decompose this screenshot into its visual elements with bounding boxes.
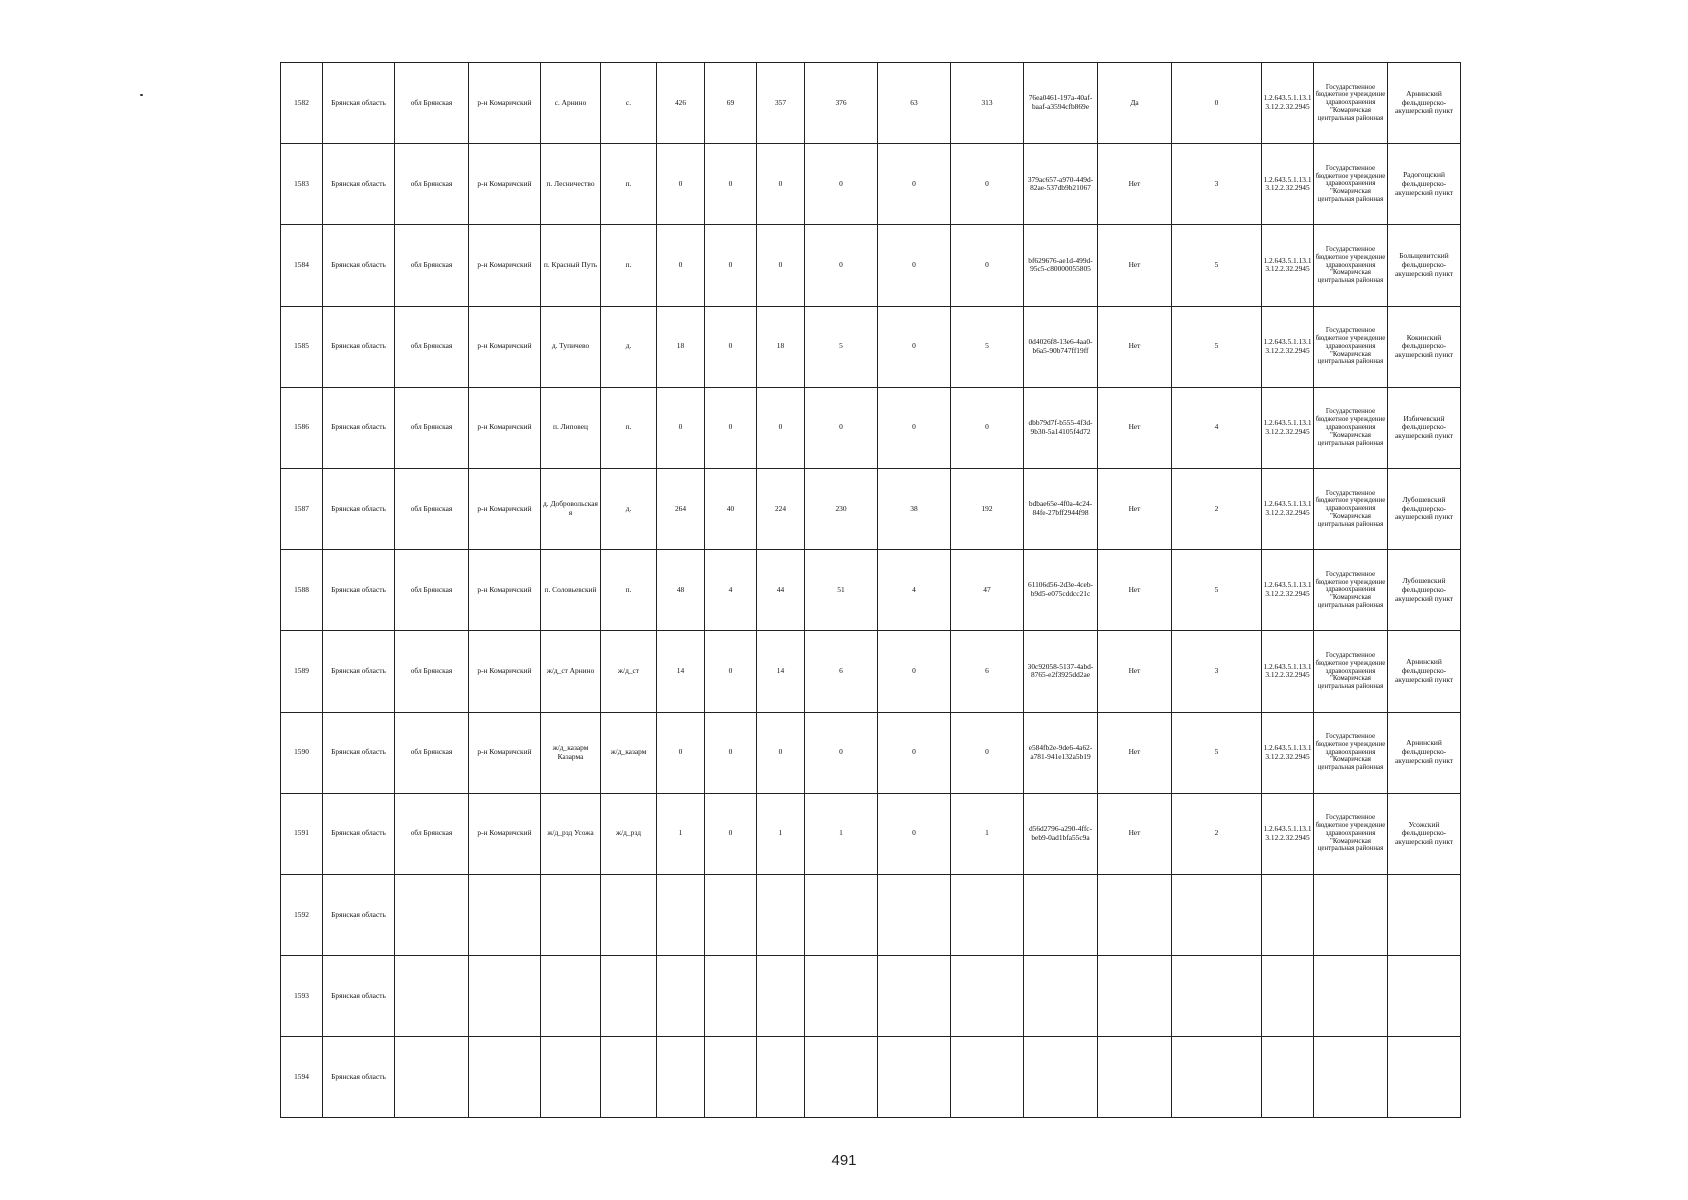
cell-settlement-type: с. (601, 63, 657, 144)
table-row (281, 225, 1461, 306)
cell-settlement: п. Лесничество (541, 144, 601, 225)
cell-flag: Да (1098, 63, 1172, 144)
cell-population-adults: 44 (757, 550, 805, 631)
cell-flag (1098, 1037, 1172, 1118)
table-row (281, 1037, 1461, 1118)
cell-count-a: 0 (805, 387, 878, 468)
cell-count-a: 230 (805, 468, 878, 549)
cell-population-adults: 224 (757, 468, 805, 549)
cell-region: Брянская область (323, 387, 395, 468)
table-row (281, 874, 1461, 955)
cell-count-c: 0 (951, 144, 1024, 225)
cell-oid: 1.2.643.5.1.13.13.12.2.32.2945 (1262, 387, 1314, 468)
cell-row-number: 1584 (281, 225, 323, 306)
cell-district: р-н Комаричский (469, 387, 541, 468)
cell-count-a: 6 (805, 631, 878, 712)
cell-population-total (657, 956, 705, 1037)
cell-count-c: 6 (951, 631, 1024, 712)
cell-population-total: 14 (657, 631, 705, 712)
table-row (281, 550, 1461, 631)
cell-count-a: 51 (805, 550, 878, 631)
cell-region: Брянская область (323, 550, 395, 631)
cell-distance (1172, 874, 1262, 955)
cell-guid: 0d4026f8-13e6-4aa0-b6a5-90b747ff19ff (1024, 306, 1098, 387)
cell-guid: bdbae65e-4f0a-4c24-84fe-27bff2944f98 (1024, 468, 1098, 549)
cell-count-c: 47 (951, 550, 1024, 631)
cell-district: р-н Комаричский (469, 225, 541, 306)
cell-row-number: 1592 (281, 874, 323, 955)
cell-count-b: 0 (878, 793, 951, 874)
cell-settlement-type: ж/д_казарм (601, 712, 657, 793)
cell-facility: Больщевитский фельдшерско-акушерский пункт (1388, 225, 1461, 306)
cell-organization (1314, 1037, 1388, 1118)
cell-population-children: 0 (705, 793, 757, 874)
cell-region-short: обл Брянская (395, 550, 469, 631)
cell-facility: Лубошевский фельдшерско-акушерский пункт (1388, 468, 1461, 549)
cell-population-children: 0 (705, 387, 757, 468)
cell-row-number: 1594 (281, 1037, 323, 1118)
cell-population-total: 18 (657, 306, 705, 387)
cell-flag: Нет (1098, 468, 1172, 549)
cell-settlement: п. Красный Путь (541, 225, 601, 306)
cell-count-a: 376 (805, 63, 878, 144)
cell-district: р-н Комаричский (469, 306, 541, 387)
cell-count-c (951, 874, 1024, 955)
cell-region-short: обл Брянская (395, 793, 469, 874)
cell-flag: Нет (1098, 793, 1172, 874)
cell-distance: 2 (1172, 468, 1262, 549)
cell-guid: e584fb2e-9de6-4a62-a781-941e132a5b19 (1024, 712, 1098, 793)
cell-flag: Нет (1098, 306, 1172, 387)
cell-facility: Избичевский фельдшерско-акушерский пункт (1388, 387, 1461, 468)
cell-district: р-н Комаричский (469, 631, 541, 712)
table-row (281, 793, 1461, 874)
cell-population-adults: 18 (757, 306, 805, 387)
cell-facility: Кокинский фельдшерско-акушерский пункт (1388, 306, 1461, 387)
cell-count-a: 0 (805, 225, 878, 306)
cell-settlement-type: ж/д_ст (601, 631, 657, 712)
cell-region: Брянская область (323, 225, 395, 306)
cell-region-short: обл Брянская (395, 712, 469, 793)
cell-district: р-н Комаричский (469, 712, 541, 793)
cell-count-a: 0 (805, 144, 878, 225)
cell-population-children: 40 (705, 468, 757, 549)
cell-population-children: 0 (705, 306, 757, 387)
cell-region-short: обл Брянская (395, 387, 469, 468)
cell-region-short: обл Брянская (395, 63, 469, 144)
cell-organization (1314, 874, 1388, 955)
cell-region: Брянская область (323, 468, 395, 549)
cell-oid: 1.2.643.5.1.13.13.12.2.32.2945 (1262, 306, 1314, 387)
cell-population-total: 0 (657, 712, 705, 793)
cell-count-c: 0 (951, 712, 1024, 793)
cell-population-adults: 0 (757, 225, 805, 306)
cell-settlement-type: п. (601, 550, 657, 631)
cell-organization: Государственное бюджетное учреждение здравоохранения "Комаричская центральная районная (1314, 387, 1388, 468)
cell-district (469, 956, 541, 1037)
cell-count-b (878, 874, 951, 955)
cell-flag: Нет (1098, 387, 1172, 468)
cell-distance: 5 (1172, 306, 1262, 387)
cell-row-number: 1590 (281, 712, 323, 793)
cell-guid: 76ea0461-197a-40af-baaf-a3594cfb869e (1024, 63, 1098, 144)
cell-district: р-н Комаричский (469, 550, 541, 631)
cell-settlement (541, 874, 601, 955)
cell-distance: 0 (1172, 63, 1262, 144)
cell-organization: Государственное бюджетное учреждение здравоохранения "Комаричская центральная районная (1314, 468, 1388, 549)
cell-settlement: п. Соловьевский (541, 550, 601, 631)
cell-district: р-н Комаричский (469, 793, 541, 874)
cell-count-c: 5 (951, 306, 1024, 387)
cell-distance: 5 (1172, 225, 1262, 306)
cell-population-adults (757, 874, 805, 955)
cell-settlement-type: п. (601, 144, 657, 225)
cell-count-a (805, 956, 878, 1037)
cell-district (469, 874, 541, 955)
cell-population-adults: 1 (757, 793, 805, 874)
cell-organization: Государственное бюджетное учреждение здравоохранения "Комаричская центральная районная (1314, 631, 1388, 712)
cell-settlement: ж/д_ст Арнино (541, 631, 601, 712)
cell-settlement (541, 1037, 601, 1118)
cell-facility (1388, 956, 1461, 1037)
cell-population-adults: 14 (757, 631, 805, 712)
cell-row-number: 1586 (281, 387, 323, 468)
cell-population-total: 0 (657, 144, 705, 225)
cell-row-number: 1585 (281, 306, 323, 387)
cell-population-children: 0 (705, 712, 757, 793)
cell-oid: 1.2.643.5.1.13.13.12.2.32.2945 (1262, 712, 1314, 793)
cell-settlement-type (601, 956, 657, 1037)
cell-population-total: 0 (657, 387, 705, 468)
cell-settlement-type: д. (601, 468, 657, 549)
cell-guid: 30c92058-5137-4abd-8765-e2f3925dd2ae (1024, 631, 1098, 712)
cell-guid: bf629676-ae1d-499d-95c5-c80000055805 (1024, 225, 1098, 306)
cell-oid: 1.2.643.5.1.13.13.12.2.32.2945 (1262, 225, 1314, 306)
table-row (281, 144, 1461, 225)
cell-oid: 1.2.643.5.1.13.13.12.2.32.2945 (1262, 144, 1314, 225)
cell-distance: 5 (1172, 550, 1262, 631)
cell-guid: 61106d56-2d3e-4ceb-b9d5-e075cddcc21c (1024, 550, 1098, 631)
cell-count-c (951, 956, 1024, 1037)
cell-population-children: 0 (705, 631, 757, 712)
cell-guid: 379ac657-a970-449d-82ae-537db9b21067 (1024, 144, 1098, 225)
cell-population-adults (757, 1037, 805, 1118)
cell-region: Брянская область (323, 144, 395, 225)
cell-settlement: ж/д_рзд Усожа (541, 793, 601, 874)
cell-count-c: 192 (951, 468, 1024, 549)
cell-facility: Арнинский фельдшерско-акушерский пункт (1388, 63, 1461, 144)
cell-region-short: обл Брянская (395, 468, 469, 549)
cell-population-total: 426 (657, 63, 705, 144)
cell-facility: Арнинский фельдшерско-акушерский пункт (1388, 631, 1461, 712)
cell-region-short: обл Брянская (395, 306, 469, 387)
cell-row-number: 1583 (281, 144, 323, 225)
cell-population-children: 4 (705, 550, 757, 631)
cell-facility: Лубошевский фельдшерско-акушерский пункт (1388, 550, 1461, 631)
cell-count-c: 313 (951, 63, 1024, 144)
cell-population-children: 0 (705, 225, 757, 306)
table-row (281, 306, 1461, 387)
cell-count-c: 0 (951, 387, 1024, 468)
cell-district: р-н Комаричский (469, 468, 541, 549)
cell-region: Брянская область (323, 956, 395, 1037)
cell-region: Брянская область (323, 631, 395, 712)
cell-population-children (705, 956, 757, 1037)
cell-oid (1262, 874, 1314, 955)
cell-region: Брянская область (323, 1037, 395, 1118)
cell-count-b: 0 (878, 387, 951, 468)
cell-row-number: 1582 (281, 63, 323, 144)
scan-speck (140, 94, 143, 96)
cell-population-children (705, 874, 757, 955)
cell-count-b: 4 (878, 550, 951, 631)
cell-flag: Нет (1098, 712, 1172, 793)
cell-settlement-type: п. (601, 387, 657, 468)
table-row (281, 387, 1461, 468)
cell-region-short (395, 1037, 469, 1118)
cell-guid: d56d2796-a290-4ffc-beb9-0ad1bfa55c9a (1024, 793, 1098, 874)
cell-flag: Нет (1098, 225, 1172, 306)
cell-flag (1098, 874, 1172, 955)
cell-oid: 1.2.643.5.1.13.13.12.2.32.2945 (1262, 468, 1314, 549)
cell-settlement-type (601, 874, 657, 955)
table-row (281, 956, 1461, 1037)
table-row (281, 712, 1461, 793)
cell-population-total: 48 (657, 550, 705, 631)
cell-count-a: 5 (805, 306, 878, 387)
cell-flag: Нет (1098, 550, 1172, 631)
cell-flag (1098, 956, 1172, 1037)
cell-oid (1262, 956, 1314, 1037)
page-number: 491 (831, 1152, 857, 1169)
cell-population-adults: 0 (757, 712, 805, 793)
cell-count-c: 0 (951, 225, 1024, 306)
data-table-sheet (280, 62, 1461, 1118)
cell-region: Брянская область (323, 712, 395, 793)
cell-population-children: 0 (705, 144, 757, 225)
cell-district: р-н Комаричский (469, 63, 541, 144)
cell-settlement-type: п. (601, 225, 657, 306)
cell-population-adults: 0 (757, 387, 805, 468)
cell-settlement: д. Тупичево (541, 306, 601, 387)
table-row (281, 631, 1461, 712)
cell-region-short: обл Брянская (395, 631, 469, 712)
cell-organization: Государственное бюджетное учреждение здравоохранения "Комаричская центральная районная (1314, 144, 1388, 225)
cell-population-adults: 357 (757, 63, 805, 144)
cell-guid (1024, 874, 1098, 955)
cell-population-total: 1 (657, 793, 705, 874)
cell-oid: 1.2.643.5.1.13.13.12.2.32.2945 (1262, 793, 1314, 874)
settlements-table (280, 62, 1461, 1118)
cell-settlement (541, 956, 601, 1037)
cell-settlement-type: д. (601, 306, 657, 387)
cell-organization: Государственное бюджетное учреждение здравоохранения "Комаричская центральная районная (1314, 225, 1388, 306)
cell-region: Брянская область (323, 793, 395, 874)
cell-population-adults (757, 956, 805, 1037)
cell-region: Брянская область (323, 874, 395, 955)
cell-district (469, 1037, 541, 1118)
cell-region: Брянская область (323, 63, 395, 144)
cell-count-a: 0 (805, 712, 878, 793)
cell-district: р-н Комаричский (469, 144, 541, 225)
cell-settlement: д. Добровольская я (541, 468, 601, 549)
cell-settlement-type (601, 1037, 657, 1118)
cell-count-b: 0 (878, 631, 951, 712)
cell-count-b: 0 (878, 225, 951, 306)
cell-population-adults: 0 (757, 144, 805, 225)
cell-settlement: с. Арнино (541, 63, 601, 144)
cell-count-a (805, 1037, 878, 1118)
cell-population-children (705, 1037, 757, 1118)
cell-flag: Нет (1098, 144, 1172, 225)
cell-facility (1388, 1037, 1461, 1118)
cell-distance (1172, 956, 1262, 1037)
cell-population-total: 0 (657, 225, 705, 306)
cell-organization: Государственное бюджетное учреждение здравоохранения "Комаричская центральная районная (1314, 63, 1388, 144)
cell-population-total (657, 1037, 705, 1118)
cell-flag: Нет (1098, 631, 1172, 712)
cell-count-c (951, 1037, 1024, 1118)
cell-count-b (878, 1037, 951, 1118)
table-row (281, 468, 1461, 549)
cell-region-short: обл Брянская (395, 144, 469, 225)
cell-count-c: 1 (951, 793, 1024, 874)
cell-row-number: 1587 (281, 468, 323, 549)
cell-organization (1314, 956, 1388, 1037)
cell-population-children: 69 (705, 63, 757, 144)
cell-distance: 2 (1172, 793, 1262, 874)
cell-organization: Государственное бюджетное учреждение здравоохранения "Комаричская центральная районная (1314, 550, 1388, 631)
cell-distance (1172, 1037, 1262, 1118)
cell-row-number: 1591 (281, 793, 323, 874)
cell-count-b: 0 (878, 144, 951, 225)
cell-facility: Радогощский фельдшерско-акушерский пункт (1388, 144, 1461, 225)
cell-organization: Государственное бюджетное учреждение здравоохранения "Комаричская центральная районная (1314, 793, 1388, 874)
cell-count-b: 63 (878, 63, 951, 144)
cell-distance: 5 (1172, 712, 1262, 793)
cell-count-b: 0 (878, 712, 951, 793)
table-row (281, 63, 1461, 144)
cell-row-number: 1589 (281, 631, 323, 712)
cell-settlement: ж/д_казарм Казарма (541, 712, 601, 793)
cell-guid (1024, 956, 1098, 1037)
cell-count-a (805, 874, 878, 955)
cell-row-number: 1593 (281, 956, 323, 1037)
cell-region-short (395, 874, 469, 955)
cell-region-short (395, 956, 469, 1037)
cell-guid: dbb79d7f-b555-4f3d-9b30-5a14105f4d72 (1024, 387, 1098, 468)
cell-facility: Усожский фельдшерско-акушерский пункт (1388, 793, 1461, 874)
cell-organization: Государственное бюджетное учреждение здравоохранения "Комаричская центральная районная (1314, 712, 1388, 793)
cell-facility: Арнинский фельдшерско-акушерский пункт (1388, 712, 1461, 793)
cell-oid (1262, 1037, 1314, 1118)
cell-population-total: 264 (657, 468, 705, 549)
cell-settlement: п. Липовец (541, 387, 601, 468)
cell-region-short: обл Брянская (395, 225, 469, 306)
cell-oid: 1.2.643.5.1.13.13.12.2.32.2945 (1262, 631, 1314, 712)
cell-distance: 3 (1172, 144, 1262, 225)
cell-row-number: 1588 (281, 550, 323, 631)
cell-organization: Государственное бюджетное учреждение здравоохранения "Комаричская центральная районная (1314, 306, 1388, 387)
cell-oid: 1.2.643.5.1.13.13.12.2.32.2945 (1262, 550, 1314, 631)
cell-guid (1024, 1037, 1098, 1118)
cell-count-a: 1 (805, 793, 878, 874)
cell-count-b: 0 (878, 306, 951, 387)
cell-region: Брянская область (323, 306, 395, 387)
cell-oid: 1.2.643.5.1.13.13.12.2.32.2945 (1262, 63, 1314, 144)
cell-count-b: 38 (878, 468, 951, 549)
cell-settlement-type: ж/д_рзд (601, 793, 657, 874)
cell-distance: 3 (1172, 631, 1262, 712)
cell-population-total (657, 874, 705, 955)
cell-facility (1388, 874, 1461, 955)
cell-distance: 4 (1172, 387, 1262, 468)
cell-count-b (878, 956, 951, 1037)
